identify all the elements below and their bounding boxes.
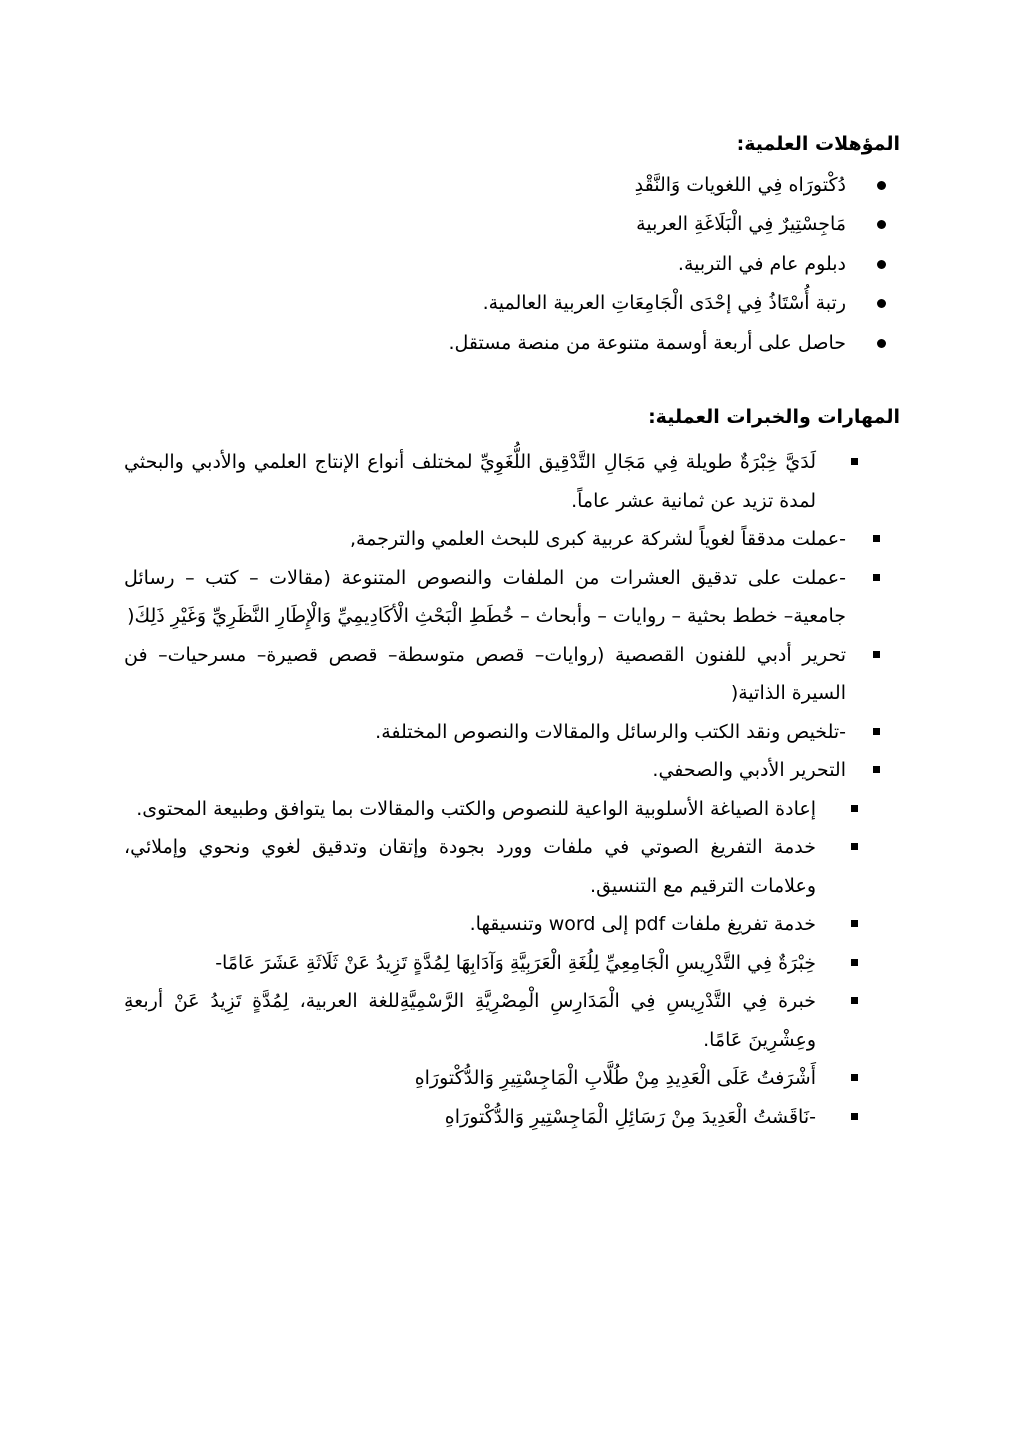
bullet-square-icon (851, 458, 858, 465)
bullet-square-icon (873, 766, 880, 773)
list-item: تحرير أدبي للفنون القصصية (روايات– قصص متوسطة– قصص قصيرة– مسرحيات– فن السيرة الذاتية( (124, 636, 900, 713)
bullet-dot-icon (877, 181, 886, 190)
qualifications-list (124, 166, 900, 363)
list-item: خِبْرَةٌ فِي التَّدْرِيسِ الْجَامِعِيِّ لِلُغَةِ الْعَرَبِيَّةِ وَآدَابِهَا لِمُدَّةٍ تَزِيدُ عَنْ ثَلَاثَةِ عَشَرَ عَامًا- (124, 944, 900, 983)
bullet-square-icon (851, 959, 858, 966)
list-item: -نَاقَشتُ الْعَدِيدَ مِنْ رَسَائِلِ الْمَاجِسْتِيرِ وَالدُّكْتورَاهِ (124, 1098, 900, 1137)
skills-list (124, 443, 900, 1136)
bullet-square-icon (851, 1113, 858, 1120)
list-item: -عملت مدققاً لغوياً لشركة عربية كبرى للبحث العلمي والترجمة, (124, 520, 900, 559)
bullet-dot-icon (877, 339, 886, 348)
list-item: أَشْرَفتُ عَلَى الْعَدِيدِ مِنْ طُلَّابِ الْمَاجِسْتِيرِ وَالدُّكْتورَاهِ (124, 1059, 900, 1098)
bullet-square-icon (873, 574, 880, 581)
list-item: دبلوم عام في التربية. (124, 245, 900, 284)
list-item: إعادة الصياغة الأسلوبية الواعية للنصوص والكتب والمقالات بما يتوافق وطبيعة المحتوى. (124, 790, 900, 829)
bullet-dot-icon (877, 260, 886, 269)
list-item: -عملت على تدقيق العشرات من الملفات والنصوص المتنوعة (مقالات – كتب – رسائل جامعية– خطط بحثية – روايات – وأبحاث – خُطَطِ الْبَحْثِ الْأكَادِيمِيِّ وَالْإِطَارِ النَّظَرِيِّ وَغَيْرِ ذَلِكَ( (124, 559, 900, 636)
list-item: حاصل على أربعة أوسمة متنوعة من منصة مستقل. (124, 324, 900, 363)
bullet-square-icon (851, 805, 858, 812)
bullet-square-icon (851, 997, 858, 1004)
list-item: التحرير الأدبي والصحفي. (124, 751, 900, 790)
list-item: لَدَيَّ خِبْرَةٌ طويلة فِي مَجَالِ التَّدْقِيق اللُّغَوِيِّ لمختلف أنواع الإنتاج العلمي والأدبي والبحثي لمدة تزيد عن ثمانية عشر عاماً. (124, 443, 900, 520)
bullet-dot-icon (877, 220, 886, 229)
bullet-square-icon (873, 728, 880, 735)
bullet-square-icon (873, 651, 880, 658)
list-item: خدمة تفريغ ملفات pdf إلى word وتنسيقها. (124, 905, 900, 944)
list-item: خدمة التفريغ الصوتي في ملفات وورد بجودة وإتقان وتدقيق لغوي ونحوي وإملائي، وعلامات الترقيم مع التنسيق. (124, 828, 900, 905)
bullet-square-icon (873, 535, 880, 542)
bullet-dot-icon (877, 299, 886, 308)
list-item: مَاجِسْتِيرٌ فِي الْبَلَاغَةِ العربية (124, 205, 900, 244)
qualifications-heading: المؤهلات العلمية: (736, 133, 900, 155)
list-item: -تلخيص ونقد الكتب والرسائل والمقالات والنصوص المختلفة. (124, 713, 900, 752)
list-item: خبرة فِي التَّدْرِيسِ فِي الْمَدَارِسِ الْمِصْرِيَّةِ الرَّسْمِيَّةِللغة العربية، لِمُدَّةٍ تَزِيدُ عَنْ أربعةِ وعِشْرِينَ عَامًا. (124, 982, 900, 1059)
bullet-square-icon (851, 1074, 858, 1081)
list-item: رتبة أُسْتَاذُ فِي إحْدَى الْجَامِعَاتِ العربية العالمية. (124, 284, 900, 323)
bullet-square-icon (851, 843, 858, 850)
skills-heading: المهارات والخبرات العملية: (648, 406, 900, 428)
bullet-square-icon (851, 920, 858, 927)
list-item: دُكْتورَاه فِي اللغويات وَالنَّقْدِ (124, 166, 900, 205)
